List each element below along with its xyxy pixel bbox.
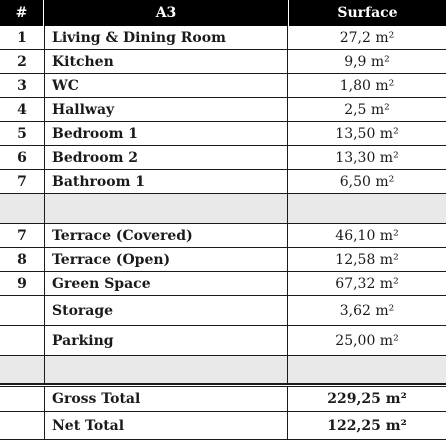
- net-total-label: Net Total: [44, 412, 288, 439]
- row-number: [0, 326, 44, 355]
- row-room: Hallway: [44, 98, 288, 121]
- table-row: [0, 122, 446, 146]
- row-number: 7: [17, 227, 27, 244]
- row-room: Parking: [44, 326, 288, 355]
- row-number: 2: [17, 53, 27, 70]
- row-number: 7: [17, 173, 27, 190]
- table-row: [0, 74, 446, 98]
- row-surface: 2,5 m²: [344, 101, 390, 118]
- divider-cell: [288, 356, 446, 383]
- row-room: Green Space: [44, 272, 288, 295]
- row-surface: 1,80 m²: [339, 77, 395, 94]
- row-room: Terrace (Covered): [44, 224, 288, 247]
- row-surface: 67,32 m²: [335, 275, 399, 292]
- row-number: 6: [17, 149, 27, 166]
- table-row: [0, 248, 446, 272]
- row-surface: 13,30 m²: [335, 149, 399, 166]
- table-row: [0, 26, 446, 50]
- row-number: [0, 387, 44, 411]
- row-number: 8: [17, 251, 27, 268]
- row-surface: 6,50 m²: [339, 173, 395, 190]
- divider-cell: [288, 194, 446, 223]
- table-row: [0, 326, 446, 356]
- divider-cell: [44, 356, 288, 383]
- net-total-row: [0, 412, 446, 440]
- header-surface: Surface: [288, 0, 446, 26]
- row-surface: 9,9 m²: [344, 53, 390, 70]
- row-number: [0, 296, 44, 325]
- row-room: Storage: [44, 296, 288, 325]
- row-room: Terrace (Open): [44, 248, 288, 271]
- row-room: Kitchen: [44, 50, 288, 73]
- header-apartment: A3: [155, 5, 177, 21]
- row-room: Living & Dining Room: [44, 26, 288, 49]
- row-room: Bedroom 2: [44, 146, 288, 169]
- table-row: [0, 50, 446, 74]
- divider-cell: [0, 194, 44, 223]
- row-surface: 25,00 m²: [335, 332, 399, 349]
- gross-total-label: Gross Total: [44, 387, 288, 411]
- table-row: [0, 224, 446, 248]
- divider-cell: [0, 356, 44, 383]
- section-divider: [0, 194, 446, 224]
- row-number: 4: [17, 101, 27, 118]
- row-number: [0, 412, 44, 439]
- row-surface: 46,10 m²: [335, 227, 399, 244]
- row-number: 1: [17, 29, 27, 46]
- row-room: Bedroom 1: [44, 122, 288, 145]
- row-surface: 27,2 m²: [339, 29, 395, 46]
- section-divider: [0, 356, 446, 384]
- row-number: 9: [17, 275, 27, 292]
- row-surface: 13,50 m²: [335, 125, 399, 142]
- net-total-value: 122,25 m²: [327, 417, 407, 434]
- row-number: 5: [17, 125, 27, 142]
- row-number: 3: [17, 77, 27, 94]
- row-room: WC: [44, 74, 288, 97]
- table-header: [0, 0, 446, 26]
- table-row: [0, 146, 446, 170]
- row-room: Bathroom 1: [44, 170, 288, 193]
- header-number: #: [0, 0, 44, 26]
- row-surface: 3,62 m²: [339, 302, 395, 319]
- gross-total-value: 229,25 m²: [327, 391, 407, 407]
- table-row: [0, 296, 446, 326]
- table-row: [0, 170, 446, 194]
- row-surface: 12,58 m²: [335, 251, 399, 268]
- table-row: [0, 272, 446, 296]
- divider-cell: [44, 194, 288, 223]
- gross-total-row: [0, 384, 446, 412]
- table-row: [0, 98, 446, 122]
